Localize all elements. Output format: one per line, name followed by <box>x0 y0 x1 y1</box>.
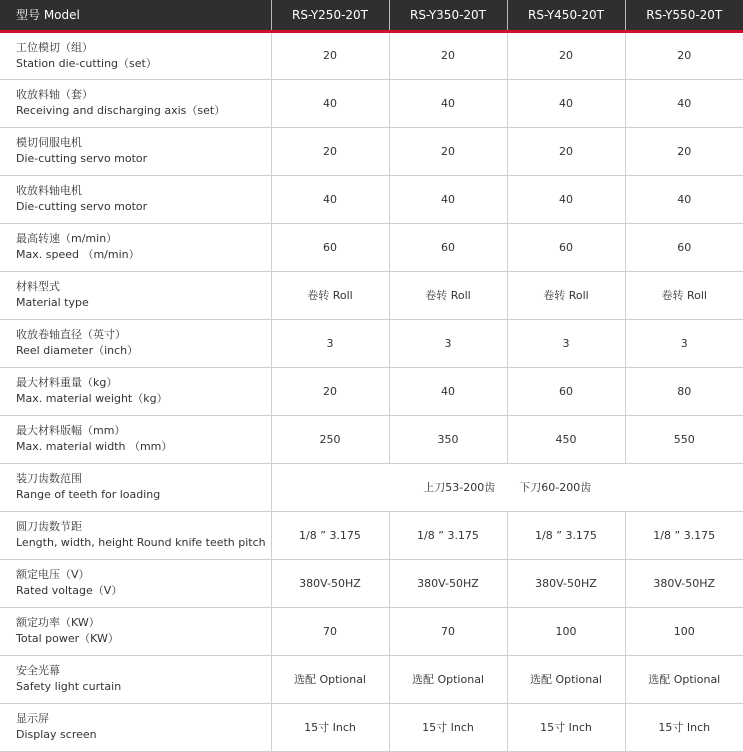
row-label <box>0 511 271 559</box>
value-cell: 380V-50HZ <box>271 559 389 607</box>
value-cell: 40 <box>389 79 507 127</box>
value-cell: 380V-50HZ <box>625 559 743 607</box>
value-cell: 60 <box>389 223 507 271</box>
row-label-english: Total power（KW） <box>16 632 119 645</box>
row-label-english: Receiving and discharging axis（set） <box>16 104 226 117</box>
value-cell: 20 <box>507 127 625 175</box>
row-label <box>0 703 271 751</box>
value-cell: 20 <box>389 31 507 79</box>
value-cell: 20 <box>625 127 743 175</box>
row-label <box>0 415 271 463</box>
merged-value-cell <box>271 463 743 511</box>
value-cell: 卷转 Roll <box>625 271 743 319</box>
row-label-english: Safety light curtain <box>16 680 122 693</box>
value-cell: 250 <box>271 415 389 463</box>
row-label <box>0 463 271 511</box>
value-cell: 100 <box>625 607 743 655</box>
row-label-chinese: 装刀齿数范围 <box>16 472 82 485</box>
row-label-english: Max. material width （mm） <box>16 440 173 453</box>
value-cell: 1/8 ” 3.175 <box>389 511 507 559</box>
table-body <box>0 31 743 751</box>
value-cell: 1/8 ” 3.175 <box>271 511 389 559</box>
row-label-chinese: 模切伺服电机 <box>16 136 82 149</box>
header-model-1: RS-Y250-20T <box>271 0 389 31</box>
row-label-english: Station die-cutting（set） <box>16 56 157 70</box>
table-row <box>0 223 743 271</box>
value-cell: 380V-50HZ <box>389 559 507 607</box>
value-cell: 80 <box>625 367 743 415</box>
table-header <box>0 0 743 31</box>
value-cell: 350 <box>389 415 507 463</box>
table-row <box>0 271 743 319</box>
table-row <box>0 175 743 223</box>
value-cell: 60 <box>271 223 389 271</box>
row-label-english: Rated voltage（V） <box>16 584 123 597</box>
value-cell: 40 <box>271 175 389 223</box>
row-label <box>0 367 271 415</box>
merged-value: 下刀60-200齿 <box>519 481 592 494</box>
header-row <box>0 0 743 31</box>
row-label <box>0 319 271 367</box>
value-cell: 1/8 ” 3.175 <box>507 511 625 559</box>
value-cell: 1/8 ” 3.175 <box>625 511 743 559</box>
table-row <box>0 367 743 415</box>
row-label-english: Die-cutting servo motor <box>16 152 148 165</box>
table-row <box>0 463 743 511</box>
value-cell: 40 <box>625 175 743 223</box>
header-model-4: RS-Y550-20T <box>625 0 743 31</box>
value-cell: 15寸 Inch <box>271 703 389 751</box>
row-label <box>0 223 271 271</box>
row-label-chinese: 最高转速（m/min） <box>16 232 118 245</box>
value-cell: 100 <box>507 607 625 655</box>
row-label-english: Reel diameter（inch） <box>16 344 139 357</box>
table-row <box>0 415 743 463</box>
row-label-chinese: 收放料轴（套） <box>16 88 93 101</box>
value-cell: 60 <box>507 367 625 415</box>
value-cell: 15寸 Inch <box>507 703 625 751</box>
value-cell: 450 <box>507 415 625 463</box>
table-row <box>0 511 743 559</box>
row-label-english: Range of teeth for loading <box>16 488 161 501</box>
table-row <box>0 607 743 655</box>
row-label-english: Length, width, height Round knife teeth pitch <box>16 536 266 549</box>
row-label <box>0 271 271 319</box>
value-cell: 卷转 Roll <box>271 271 389 319</box>
table-row <box>0 319 743 367</box>
row-label-chinese: 额定功率（KW） <box>16 616 100 629</box>
value-cell: 20 <box>271 127 389 175</box>
row-label <box>0 175 271 223</box>
value-cell: 选配 Optional <box>389 655 507 703</box>
header-model-2: RS-Y350-20T <box>389 0 507 31</box>
value-cell: 40 <box>271 79 389 127</box>
row-label <box>0 607 271 655</box>
value-cell: 3 <box>507 319 625 367</box>
value-cell: 40 <box>389 175 507 223</box>
value-cell: 380V-50HZ <box>507 559 625 607</box>
value-cell: 选配 Optional <box>507 655 625 703</box>
value-cell: 40 <box>507 175 625 223</box>
row-label-english: Display screen <box>16 728 97 741</box>
row-label <box>0 127 271 175</box>
value-cell: 40 <box>507 79 625 127</box>
value-cell: 40 <box>389 367 507 415</box>
row-label-chinese: 最大材料重量（kg） <box>16 376 118 389</box>
value-cell: 20 <box>271 367 389 415</box>
header-model-label: 型号 Model <box>0 0 271 31</box>
row-label <box>0 79 271 127</box>
row-label <box>0 655 271 703</box>
value-cell: 卷转 Roll <box>389 271 507 319</box>
value-cell: 20 <box>271 31 389 79</box>
table-row <box>0 559 743 607</box>
value-cell: 15寸 Inch <box>625 703 743 751</box>
value-cell: 550 <box>625 415 743 463</box>
value-cell: 40 <box>625 79 743 127</box>
value-cell: 20 <box>625 31 743 79</box>
value-cell: 卷转 Roll <box>507 271 625 319</box>
row-label <box>0 31 271 79</box>
value-cell: 60 <box>625 223 743 271</box>
value-cell: 70 <box>389 607 507 655</box>
row-label-english: Material type <box>16 296 89 309</box>
value-cell: 3 <box>625 319 743 367</box>
value-cell: 20 <box>389 127 507 175</box>
row-label-english: Die-cutting servo motor <box>16 200 148 213</box>
row-label-chinese: 最大材料版幅（mm） <box>16 424 126 437</box>
value-cell: 选配 Optional <box>271 655 389 703</box>
merged-value: 上刀53-200齿 <box>423 481 496 494</box>
table-row <box>0 127 743 175</box>
row-label-chinese: 收放料轴电机 <box>16 184 82 197</box>
table-row <box>0 703 743 751</box>
row-label-chinese: 安全光幕 <box>16 664 60 677</box>
table-row <box>0 79 743 127</box>
row-label-english: Max. speed （m/min） <box>16 248 140 261</box>
value-cell: 20 <box>507 31 625 79</box>
row-label-chinese: 圆刀齿数节距 <box>16 520 82 533</box>
row-label <box>0 559 271 607</box>
row-label-english: Max. material weight（kg） <box>16 392 168 405</box>
value-cell: 3 <box>389 319 507 367</box>
row-label-chinese: 收放卷轴直径（英寸） <box>16 328 126 341</box>
row-label-chinese: 材料型式 <box>16 280 60 293</box>
table-row <box>0 31 743 79</box>
table-row <box>0 655 743 703</box>
value-cell: 60 <box>507 223 625 271</box>
value-cell: 3 <box>271 319 389 367</box>
row-label-chinese: 额定电压（V） <box>16 568 90 581</box>
value-cell: 70 <box>271 607 389 655</box>
value-cell: 15寸 Inch <box>389 703 507 751</box>
row-label-chinese: 工位模切（组） <box>16 40 93 54</box>
header-model-3: RS-Y450-20T <box>507 0 625 31</box>
value-cell: 选配 Optional <box>625 655 743 703</box>
row-label-chinese: 显示屏 <box>16 712 49 725</box>
